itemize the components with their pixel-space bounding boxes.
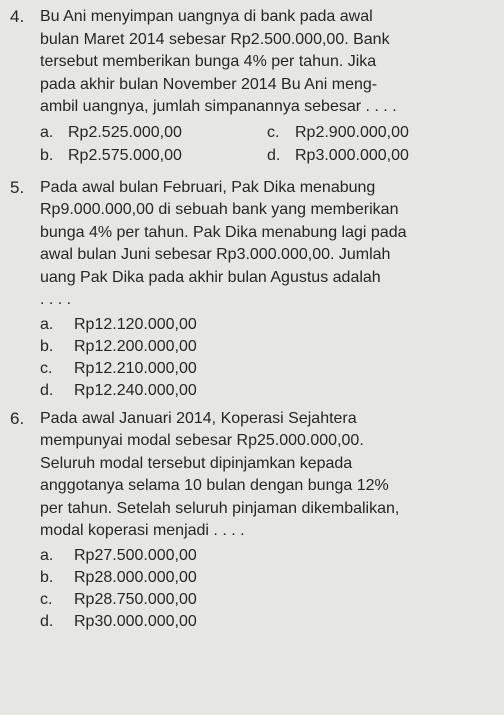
option-row bbox=[40, 144, 494, 167]
option-value: Rp27.500.000,00 bbox=[74, 546, 197, 564]
option-c[interactable] bbox=[40, 358, 197, 380]
option-label: d. bbox=[40, 381, 54, 399]
question-line: ambil uangnya, jumlah simpanannya sebesar . . . . bbox=[40, 98, 397, 115]
question-line: bulan Maret 2014 sebesar Rp2.500.000,00. Bank bbox=[40, 30, 390, 48]
question-text bbox=[40, 6, 494, 119]
option-row bbox=[40, 121, 494, 144]
question-line: Rp9.000.000,00 di sebuah bank yang memberikan bbox=[40, 201, 399, 218]
option-value: Rp12.210.000,00 bbox=[74, 359, 197, 377]
answer-options bbox=[40, 545, 494, 633]
option-c[interactable] bbox=[40, 589, 197, 611]
option-row bbox=[40, 314, 494, 336]
question-text bbox=[40, 177, 494, 312]
question-line: anggotanya selama 10 bulan dengan bunga 12% bbox=[40, 477, 389, 494]
option-label: c. bbox=[40, 590, 53, 608]
option-label: b. bbox=[40, 337, 54, 355]
option-row bbox=[40, 336, 494, 358]
option-c[interactable] bbox=[267, 121, 494, 144]
option-value: Rp2.525.000,00 bbox=[68, 123, 182, 141]
option-label: c. bbox=[40, 359, 53, 377]
option-value: Rp3.000.000,00 bbox=[295, 146, 409, 164]
question-line: per tahun. Setelah seluruh pinjaman dikembalikan, bbox=[40, 499, 400, 517]
question-line: bunga 4% per tahun. Pak Dika menabung lagi pada bbox=[40, 223, 407, 241]
option-row bbox=[40, 589, 494, 611]
option-b[interactable] bbox=[40, 336, 197, 358]
option-label: b. bbox=[40, 568, 54, 586]
question-6 bbox=[10, 408, 494, 633]
option-value: Rp28.750.000,00 bbox=[74, 590, 197, 608]
question-number: 6. bbox=[10, 408, 25, 428]
option-row bbox=[40, 545, 494, 567]
option-d[interactable] bbox=[40, 611, 197, 633]
option-label: a. bbox=[40, 123, 54, 141]
option-label: d. bbox=[40, 612, 54, 630]
option-value: Rp30.000.000,00 bbox=[74, 612, 197, 630]
question-line: tersebut memberikan bunga 4% per tahun. Jika bbox=[40, 53, 377, 70]
option-row bbox=[40, 567, 494, 589]
option-label: c. bbox=[267, 123, 280, 141]
option-a[interactable] bbox=[40, 545, 197, 567]
question-line: Pada awal bulan Februari, Pak Dika menabung bbox=[40, 178, 376, 196]
option-label: d. bbox=[267, 146, 281, 164]
option-value: Rp2.575.000,00 bbox=[68, 146, 182, 164]
question-line: awal bulan Juni sebesar Rp3.000.000,00. Jumlah bbox=[40, 246, 391, 263]
option-a[interactable] bbox=[40, 121, 267, 144]
option-b[interactable] bbox=[40, 144, 267, 167]
question-line: pada akhir bulan November 2014 Bu Ani meng- bbox=[40, 75, 378, 93]
answer-options bbox=[40, 121, 494, 167]
question-number: 5. bbox=[10, 177, 25, 197]
question-line: . . . . bbox=[40, 291, 72, 308]
option-value: Rp28.000.000,00 bbox=[74, 568, 197, 586]
option-row bbox=[40, 611, 494, 633]
question-line: modal koperasi menjadi . . . . bbox=[40, 522, 245, 539]
question-text bbox=[40, 408, 494, 543]
option-a[interactable] bbox=[40, 314, 197, 336]
question-line: Bu Ani menyimpan uangnya di bank pada awal bbox=[40, 8, 373, 25]
question-line: uang Pak Dika pada akhir bulan Agustus adalah bbox=[40, 268, 381, 286]
option-value: Rp2.900.000,00 bbox=[295, 123, 409, 141]
option-b[interactable] bbox=[40, 567, 197, 589]
option-row bbox=[40, 380, 494, 402]
question-5 bbox=[10, 177, 494, 402]
question-line: Pada awal Januari 2014, Koperasi Sejahtera bbox=[40, 409, 357, 427]
option-label: b. bbox=[40, 146, 54, 164]
question-number: 4. bbox=[10, 7, 25, 26]
option-value: Rp12.120.000,00 bbox=[74, 315, 197, 333]
option-value: Rp12.200.000,00 bbox=[74, 337, 197, 355]
option-label: a. bbox=[40, 315, 54, 333]
answer-options bbox=[40, 314, 494, 402]
option-label: a. bbox=[40, 546, 54, 564]
option-d[interactable] bbox=[40, 380, 197, 402]
option-value: Rp12.240.000,00 bbox=[74, 381, 197, 399]
question-4 bbox=[10, 6, 494, 167]
option-row bbox=[40, 358, 494, 380]
option-d[interactable] bbox=[267, 144, 494, 167]
question-line: mempunyai modal sebesar Rp25.000.000,00. bbox=[40, 432, 364, 449]
question-line: Seluruh modal tersebut dipinjamkan kepada bbox=[40, 454, 353, 472]
